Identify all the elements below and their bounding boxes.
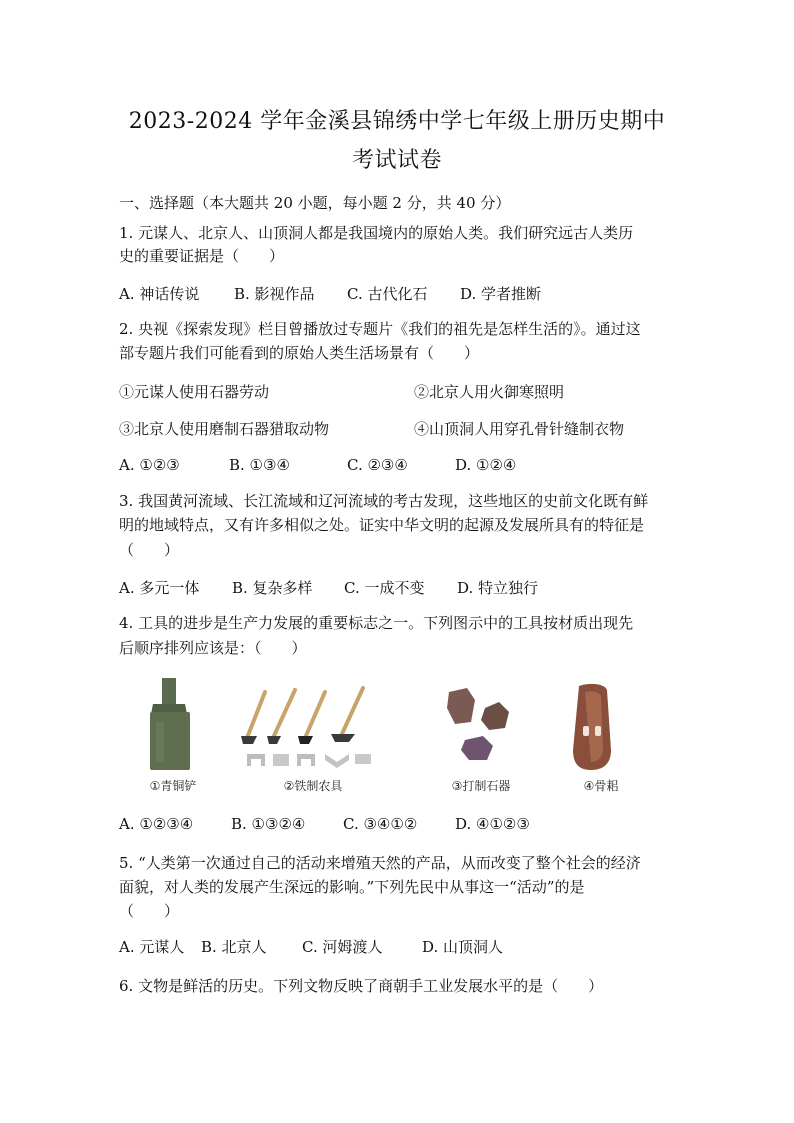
caption-chipped-stone-tools: ③打制石器 [451, 779, 511, 793]
q3-text-line-3: （ ） [119, 541, 180, 559]
q4-option-d: D. ④①②③ [455, 815, 530, 833]
caption-bronze-shovel: ①青铜铲 [149, 779, 197, 793]
q4-options [119, 815, 530, 833]
q3-options [119, 577, 538, 598]
iron-farm-tools-image [241, 688, 371, 768]
q3-option-a: A. 多元一体 [119, 579, 200, 597]
q1-option-c: C. 古代化石 [347, 285, 428, 303]
q2-option-b: B. ①③④ [229, 456, 290, 474]
caption-iron-farm-tools: ②铁制农具 [283, 779, 343, 793]
q5-option-d: D. 山顶洞人 [422, 938, 504, 956]
q5-option-b: B. 北京人 [201, 938, 267, 956]
q2-option-d: D. ①②④ [455, 456, 517, 474]
q5-option-a: A. 元谋人 [119, 938, 185, 956]
q3-option-d: D. 特立独行 [457, 579, 539, 597]
q1-text-line-2: 史的重要证据是（ ） [119, 247, 285, 265]
q4-option-c: C. ③④①② [343, 815, 418, 833]
q4-option-b: B. ①③②④ [231, 815, 306, 833]
q5-text-line-1: 5. “人类第一次通过自己的活动来增殖天然的产品，从而改变了整个社会的经济 [119, 854, 641, 872]
q1-option-d: D. 学者推断 [460, 285, 542, 303]
exam-title-line-2: 考试试卷 [351, 148, 442, 173]
q1-options [119, 283, 541, 304]
exam-title-line-1: 2023-2024 学年金溪县锦绣中学七年级上册历史期中 [128, 109, 666, 134]
q2-item-3: ③北京人使用磨制石器猎取动物 [119, 420, 330, 438]
q1-text-line-1: 1. 元谋人、北京人、山顶洞人都是我国境内的原始人类。我们研究远古人类历 [119, 224, 634, 242]
q4-tools-figure [145, 678, 645, 798]
caption-bone-spade: ④骨耜 [583, 779, 619, 793]
q2-option-c: C. ②③④ [347, 456, 408, 474]
q4-text-line-1: 4. 工具的进步是生产力发展的重要标志之一。下列图示中的工具按材质出现先 [119, 614, 634, 632]
q5-text-line-3: （ ） [119, 902, 180, 920]
q1-option-b: B. 影视作品 [234, 285, 315, 303]
q5-text-line-2: 面貌，对人类的发展产生深远的影响。”下列先民中从事这一“活动”的是 [119, 878, 585, 896]
q2-item-4: ④山顶洞人用穿孔骨针缝制衣物 [414, 420, 625, 438]
section-heading: 一、选择题（本大题共 20 小题，每小题 2 分，共 40 分） [119, 194, 511, 212]
q3-option-c: C. 一成不变 [344, 579, 425, 597]
bone-spade-image [573, 684, 611, 770]
q4-option-a: A. ①②③④ [119, 815, 194, 833]
q6-text-line-1: 6. 文物是鲜活的历史。下列文物反映了商朝手工业发展水平的是（ ） [119, 977, 604, 995]
q3-option-b: B. 复杂多样 [232, 579, 313, 597]
bronze-shovel-image [150, 678, 190, 770]
chipped-stone-tools-image [447, 688, 509, 760]
q2-item-2: ②北京人用火御寒照明 [414, 383, 565, 401]
q5-options [119, 936, 503, 957]
q2-text-line-2: 部专题片我们可能看到的原始人类生活场景有（ ） [119, 344, 480, 362]
q2-item-1: ①元谋人使用石器劳动 [119, 383, 270, 401]
q2-option-a: A. ①②③ [119, 456, 180, 474]
q1-option-a: A. 神话传说 [119, 285, 200, 303]
q5-option-c: C. 河姆渡人 [302, 938, 383, 956]
q2-text-line-1: 2. 央视《探索发现》栏目曾播放过专题片《我们的祖先是怎样生活的》。通过这 [119, 320, 641, 338]
q4-text-line-2: 后顺序排列应该是：（ ） [119, 639, 307, 657]
q2-options [119, 456, 516, 474]
q3-text-line-2: 明的地域特点，又有许多相似之处。证实中华文明的起源及发展所具有的特征是 [119, 516, 645, 534]
q3-text-line-1: 3. 我国黄河流域、长江流域和辽河流域的考古发现，这些地区的史前文化既有鲜 [119, 492, 649, 510]
